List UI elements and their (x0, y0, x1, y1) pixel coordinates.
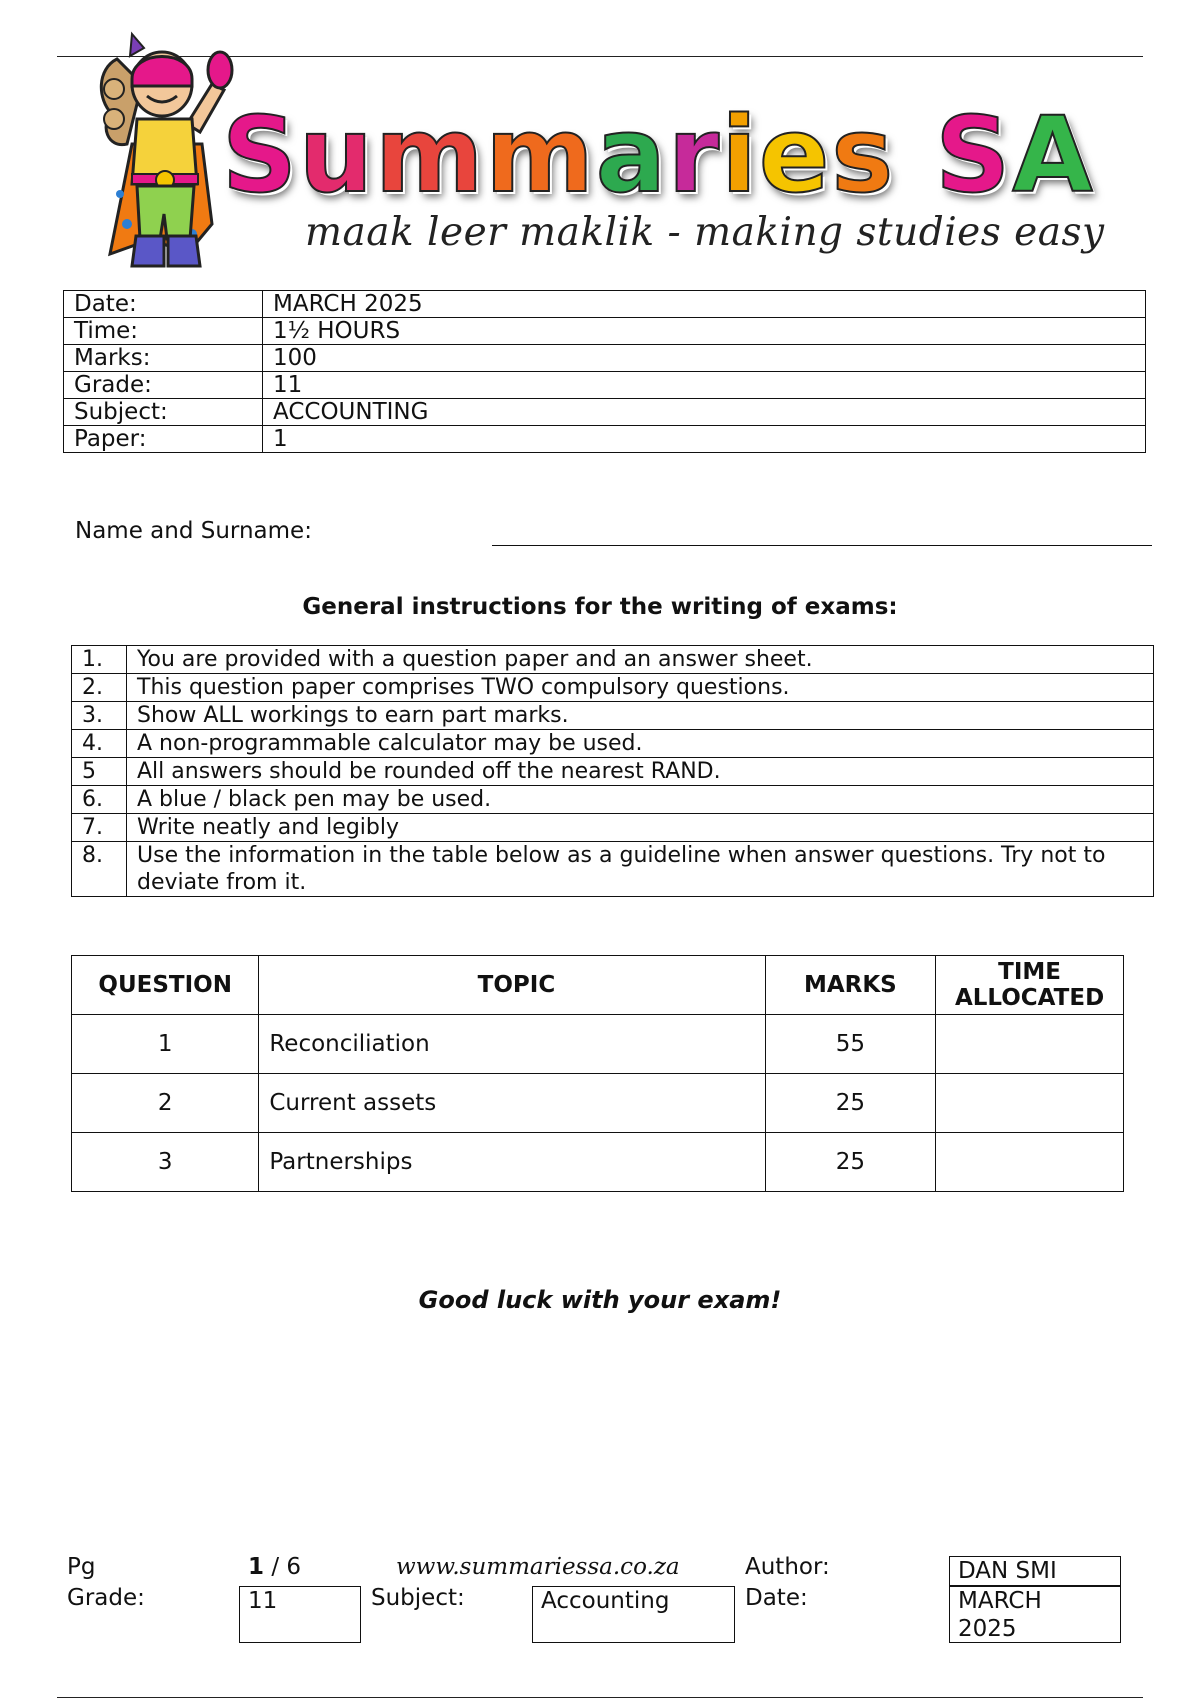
info-label: Marks: (64, 345, 263, 372)
instruction-number: 5 (72, 758, 127, 786)
instruction-text: Use the information in the table below as a guideline when answer questions. Try not to deviate from it. (127, 842, 1154, 897)
info-value: 1 (263, 426, 1146, 453)
footer-rule (57, 1697, 1143, 1698)
question-number-cell: 3 (72, 1133, 259, 1192)
brand-letter: s (831, 94, 896, 216)
info-row (64, 291, 1146, 318)
instruction-number: 8. (72, 842, 127, 897)
name-surname-line[interactable] (492, 545, 1152, 546)
exam-info-table (63, 290, 1146, 453)
footer-subject-label: Subject: (371, 1585, 465, 1611)
instruction-text: Write neatly and legibly (127, 814, 1154, 842)
footer-grade-label: Grade: (67, 1585, 145, 1611)
footer-author-value: DAN SMI (958, 1558, 1057, 1584)
info-row (64, 318, 1146, 345)
footer-grade-value: 11 (248, 1588, 278, 1614)
instruction-text: A blue / black pen may be used. (127, 786, 1154, 814)
header-time-line2: ALLOCATED (954, 985, 1105, 1011)
info-label: Date: (64, 291, 263, 318)
instruction-row (72, 814, 1154, 842)
question-time-cell[interactable] (936, 1133, 1124, 1192)
footer-website-url[interactable]: www.summariessa.co.za (396, 1554, 680, 1580)
footer-author-box (949, 1556, 1121, 1586)
question-table-header-row (72, 956, 1124, 1015)
question-row (72, 1133, 1124, 1192)
instruction-row (72, 786, 1154, 814)
info-label: Grade: (64, 372, 263, 399)
brand-letter: A (1012, 94, 1095, 216)
header-topic: TOPIC (259, 956, 765, 1015)
footer-date-label: Date: (745, 1585, 808, 1611)
header-marks: MARKS (765, 956, 936, 1015)
instruction-text: A non-programmable calculator may be used. (127, 730, 1154, 758)
name-surname-label: Name and Surname: (75, 518, 312, 544)
info-value: 1½ HOURS (263, 318, 1146, 345)
info-value: 11 (263, 372, 1146, 399)
brand-letter: S (222, 94, 299, 216)
footer-page-label: Pg (67, 1554, 96, 1580)
brand-letter: S (935, 94, 1013, 216)
question-number-cell: 2 (72, 1074, 259, 1133)
instruction-row (72, 758, 1154, 786)
brand-letter: a (595, 94, 668, 216)
footer-date-value-year: 2025 (958, 1616, 1017, 1642)
info-row (64, 372, 1146, 399)
footer-date-value-month: MARCH (958, 1588, 1042, 1614)
footer-date-box (949, 1586, 1121, 1643)
question-row (72, 1074, 1124, 1133)
instruction-row (72, 646, 1154, 674)
question-topic-cell: Partnerships (259, 1133, 765, 1192)
instruction-text: Show ALL workings to earn part marks. (127, 702, 1154, 730)
instruction-row (72, 702, 1154, 730)
instruction-number: 6. (72, 786, 127, 814)
instruction-number: 4. (72, 730, 127, 758)
instruction-text: You are provided with a question paper and an answer sheet. (127, 646, 1154, 674)
instruction-number: 7. (72, 814, 127, 842)
brand-tagline: maak leer maklik - making studies easy (305, 210, 1105, 255)
info-label: Paper: (64, 426, 263, 453)
info-value: MARCH 2025 (263, 291, 1146, 318)
info-row (64, 426, 1146, 453)
info-label: Time: (64, 318, 263, 345)
info-row (64, 345, 1146, 372)
instruction-row (72, 730, 1154, 758)
good-luck-message: Good luck with your exam! (418, 1286, 782, 1314)
header-time-line1: TIME (998, 959, 1061, 985)
brand-letter: r (667, 94, 722, 216)
question-row (72, 1015, 1124, 1074)
brand-letter: m (485, 94, 596, 216)
footer-grade-box (239, 1586, 361, 1643)
brand-letter: m (374, 94, 486, 216)
superhero-mascot-illustration (92, 24, 242, 276)
info-label: Subject: (64, 399, 263, 426)
question-topic-cell: Reconciliation (259, 1015, 765, 1074)
footer-page-current: 1 (248, 1554, 265, 1580)
instruction-text: All answers should be rounded off the nearest RAND. (127, 758, 1154, 786)
question-marks-cell: 25 (765, 1074, 936, 1133)
question-marks-cell: 55 (765, 1015, 936, 1074)
question-topic-cell: Current assets (259, 1074, 765, 1133)
footer-page-total: / 6 (264, 1554, 302, 1580)
instruction-number: 3. (72, 702, 127, 730)
footer-subject-value: Accounting (541, 1588, 670, 1614)
header-time-allocated (936, 956, 1124, 1015)
instruction-row (72, 674, 1154, 702)
footer-subject-box (532, 1586, 735, 1643)
question-time-cell[interactable] (936, 1015, 1124, 1074)
instruction-row (72, 842, 1154, 897)
instruction-text: This question paper comprises TWO compulsory questions. (127, 674, 1154, 702)
question-allocation-table (71, 955, 1124, 1192)
header-question: QUESTION (72, 956, 259, 1015)
instruction-number: 2. (72, 674, 127, 702)
footer-author-label: Author: (745, 1554, 830, 1580)
instructions-table (71, 645, 1154, 897)
question-number-cell: 1 (72, 1015, 259, 1074)
info-value: ACCOUNTING (263, 399, 1146, 426)
question-marks-cell: 25 (765, 1133, 936, 1192)
brand-letter: u (298, 94, 375, 216)
question-time-cell[interactable] (936, 1074, 1124, 1133)
footer-page-number (248, 1553, 301, 1581)
instructions-heading: General instructions for the writing of exams: (302, 594, 898, 620)
instruction-number: 1. (72, 646, 127, 674)
info-value: 100 (263, 345, 1146, 372)
brand-letter: e (758, 94, 832, 216)
info-row (64, 399, 1146, 426)
brand-letter: i (721, 94, 759, 216)
brand-logo-text (222, 90, 1102, 220)
